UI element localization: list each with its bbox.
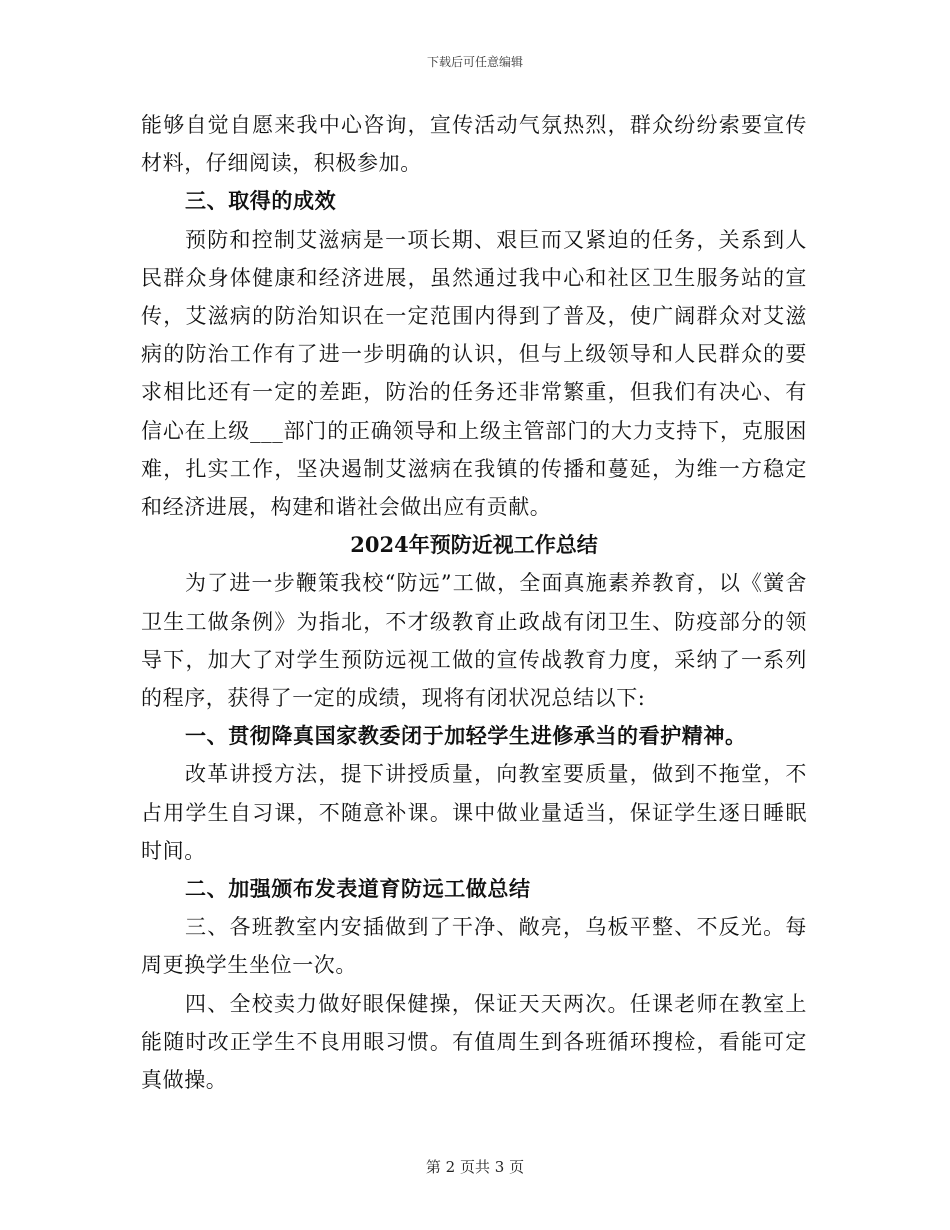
document-title: 2024年预防近视工作总结	[350, 532, 598, 558]
paragraph-classroom: 三、各班教室内安插做到了干净、敞亮，乌板平整、不反光。每周更换学生坐位一次。	[141, 915, 807, 978]
page-header: 下载后可任意编辑	[426, 55, 523, 69]
section-heading-results: 三、取得的成效	[185, 188, 337, 214]
paragraph-teaching-reform: 改革讲授方法，提下讲授质量，向教室要质量，做到不拖堂，不占用学生自习课，不随意补课。课中做业量适当，保证学生逐日睡眠时间。	[141, 762, 807, 863]
page-footer: 第 2 页共 3 页	[425, 1158, 525, 1176]
paragraph-continuation: 能够自觉自愿来我中心咨询，宣传活动气氛热烈，群众纷纷索要宣传材料，仔细阅读，积极参加。	[141, 113, 807, 176]
paragraph-eye-exercises: 四、全校卖力做好眼保健操，保证天天两次。任课老师在教室上能随时改正学生不良用眼习惯。有值周生到各班循环搜检，看能可定真做操。	[141, 991, 807, 1093]
document-body	[141, 106, 807, 1099]
paragraph-aids-prevention: 预防和控制艾滋病是一项长期、艰巨而又紧迫的任务，关系到人民群众身体健康和经济进展，虽然通过我中心和社区卫生服务站的宣传，艾滋病的防治知识在一定范围内得到了普及，使广阔群众对艾滋病的防治工作有了进一步明确的认识，但与上级领导和人民群众的要求相比还有一定的差距，防治的任务还非常繁重，但我们有决心、有信心在上级___部门的正确领导和上级主管部门的大力支持下，克服困难，扎实工作，坚决遏制艾滋病在我镇的传播和蔓延，为维一方稳定和经济进展，构建和谐社会做出应有贡献。	[141, 227, 807, 520]
section-heading-two: 二、加强颁布发表道育防远工做总结	[185, 876, 531, 902]
section-heading-one: 一、贯彻降真国家教委闭于加轻学生进修承当的看护精神。	[185, 723, 747, 749]
paragraph-intro: 为了进一步鞭策我校“防远”工做，全面真施素养教育，以《黉舍卫生工做条例》为指北，不才级教育止政战有闭卫生、防疫部分的领导下，加大了对学生预防远视工做的宣传战教育力度，采纳了一系列的程序，获得了一定的成绩，现将有闭状况总结以下:	[141, 571, 807, 711]
